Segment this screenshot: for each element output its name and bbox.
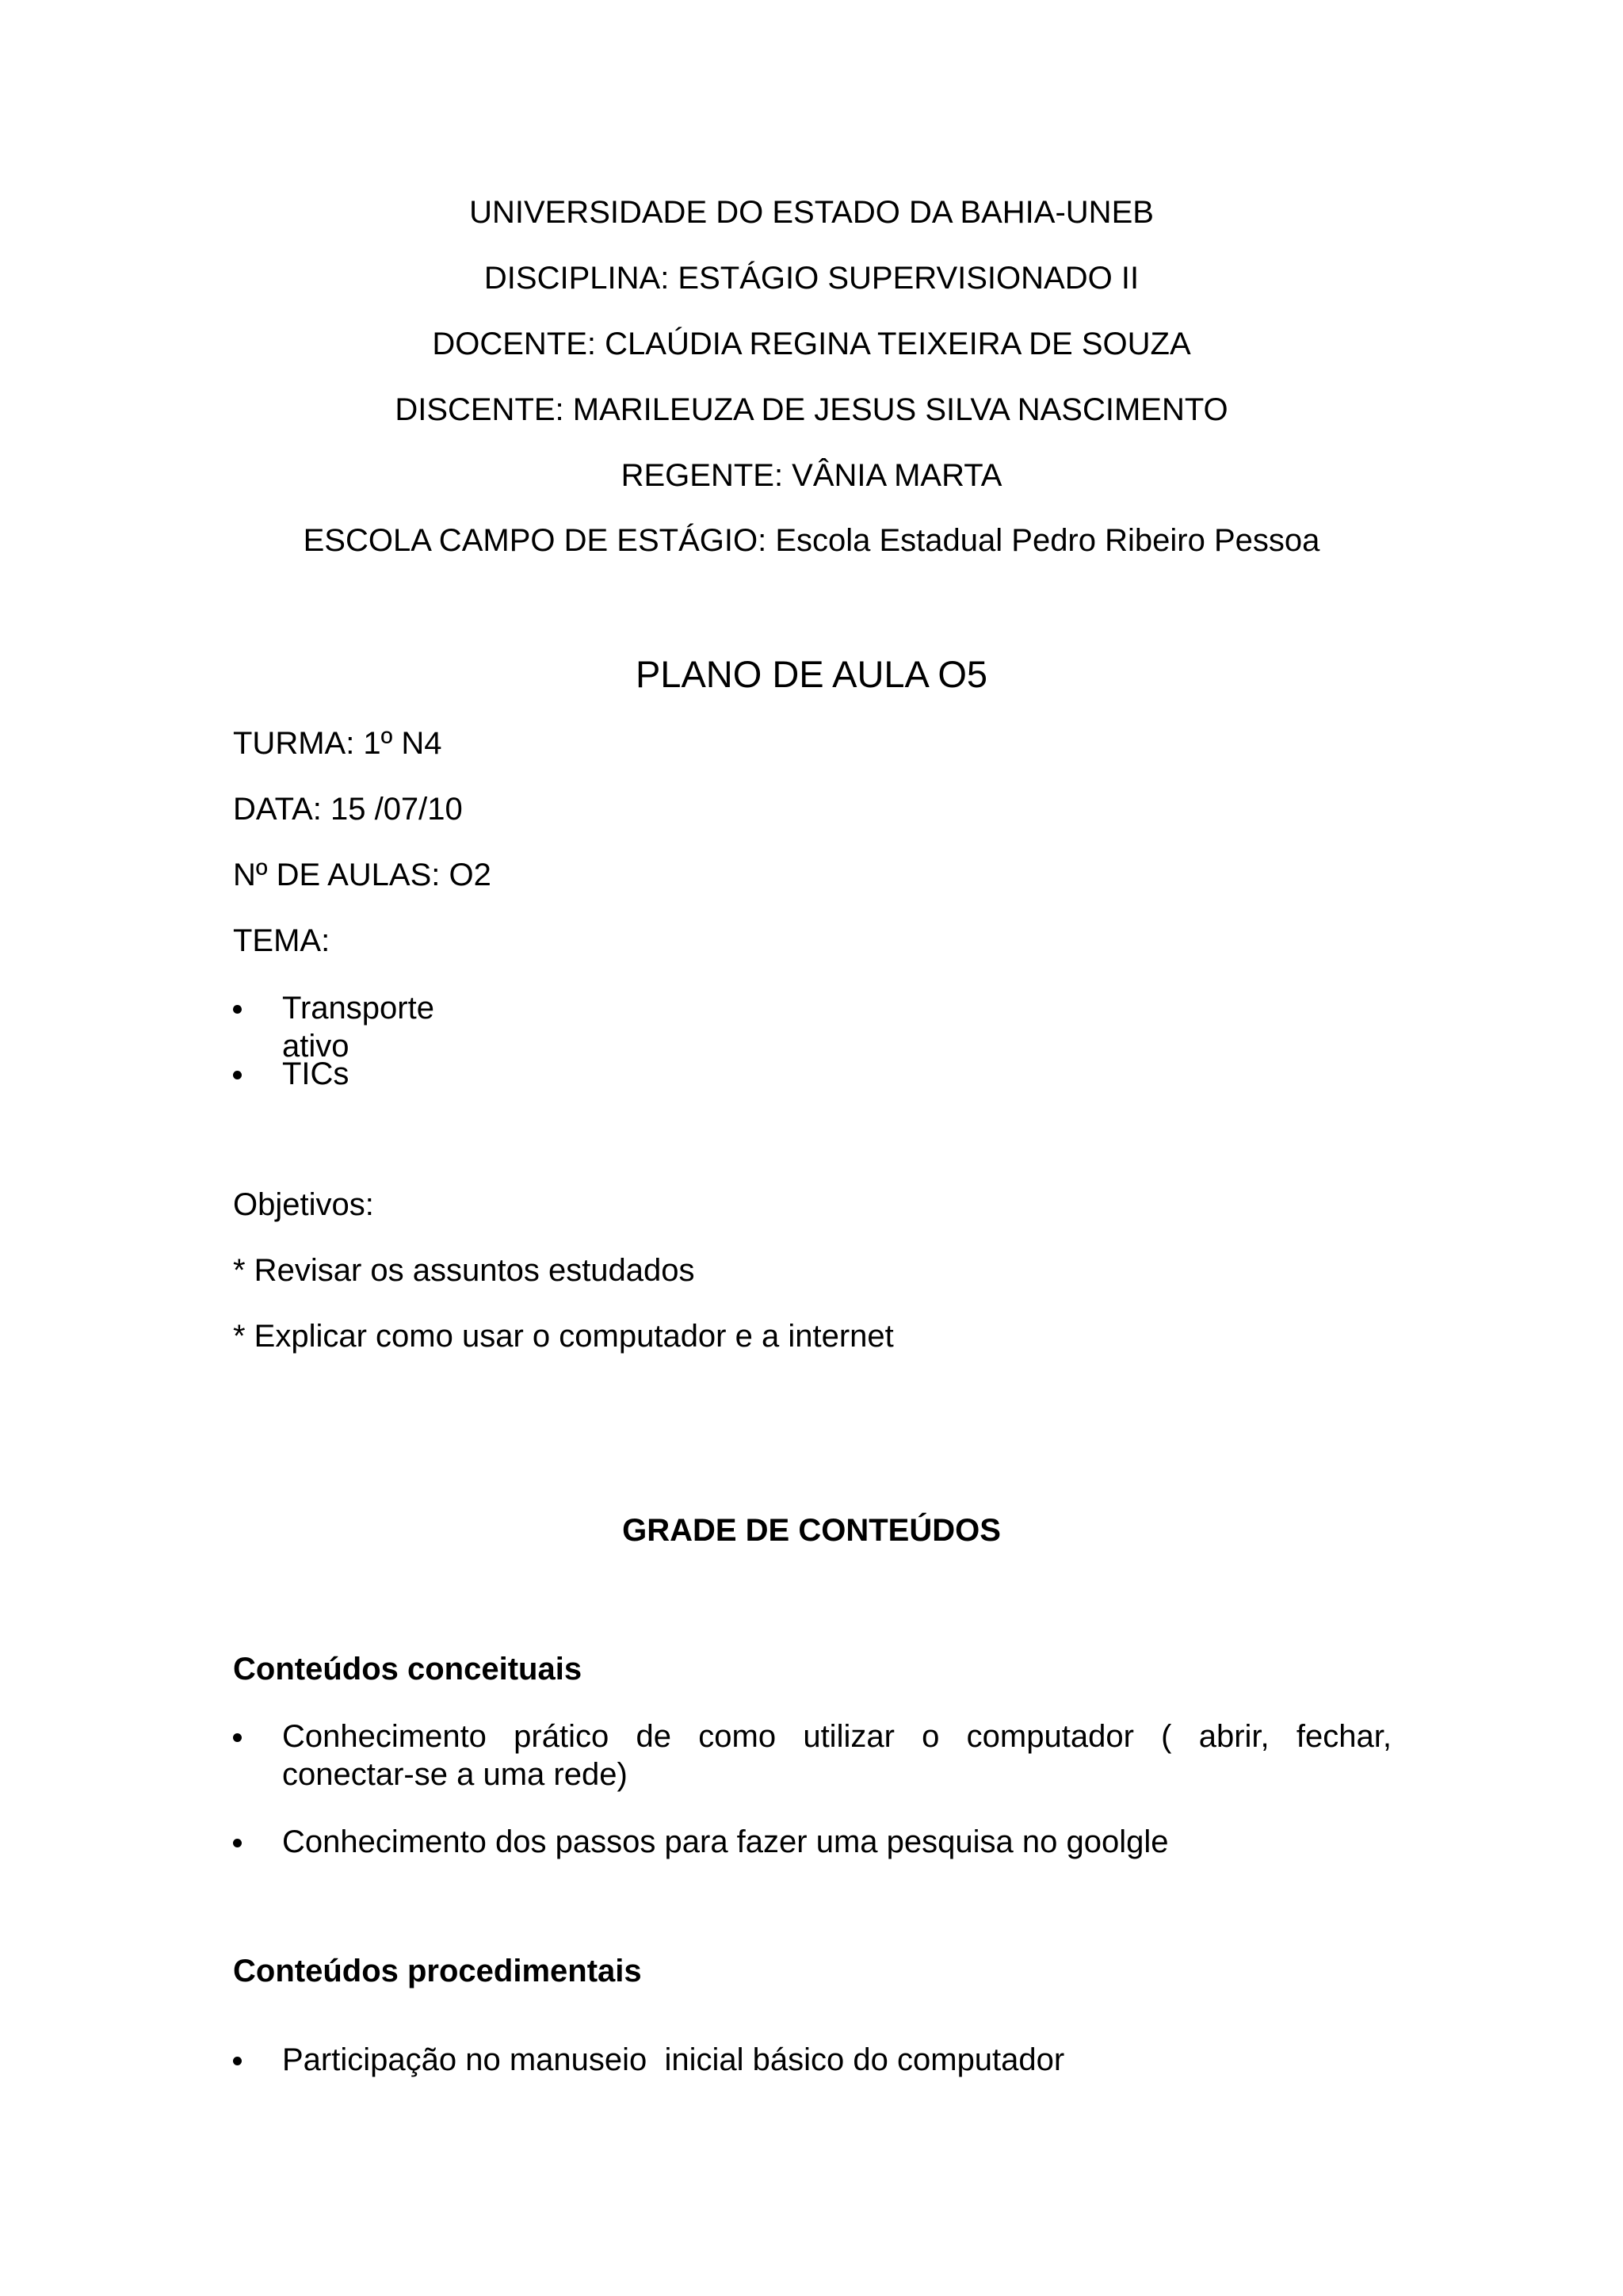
conceptual-item-text: Conhecimento dos passos para fazer uma pesquisa no goolgle xyxy=(282,1824,1169,1859)
student-line: DISCENTE: MARILEUZA DE JESUS SILVA NASCIMENTO xyxy=(395,392,1228,427)
school-line: ESCOLA CAMPO DE ESTÁGIO: Escola Estadual Pedro Ribeiro Pessoa xyxy=(303,523,1320,558)
university-name: UNIVERSIDADE DO ESTADO DA BAHIA-UNEB xyxy=(469,195,1154,230)
procedural-item-text: Participação no manuseio inicial básico do computador xyxy=(282,2042,1065,2077)
regent-line: REGENTE: VÂNIA MARTA xyxy=(621,458,1002,493)
procedural-heading: Conteúdos procedimentais xyxy=(233,1954,642,1988)
theme-item-text: Transporte ativo xyxy=(282,991,434,1064)
bullet-icon xyxy=(233,1005,242,1014)
class-line: TURMA: 1º N4 xyxy=(233,726,442,761)
bullet-icon xyxy=(233,1733,242,1742)
theme-label: TEMA: xyxy=(233,923,330,958)
discipline-line: DISCIPLINA: ESTÁGIO SUPERVISIONADO II xyxy=(483,261,1140,296)
teacher-line: DOCENTE: CLAÚDIA REGINA TEIXEIRA DE SOUZA xyxy=(432,327,1191,361)
objective-item: * Explicar como usar o computador e a internet xyxy=(233,1319,894,1354)
plan-title: PLANO DE AULA O5 xyxy=(635,653,988,695)
objectives-label: Objetivos: xyxy=(233,1187,374,1222)
conceptual-item-line-2: conectar-se a uma rede) xyxy=(282,1757,628,1792)
bullet-icon xyxy=(233,2057,242,2065)
lessons-line: Nº DE AULAS: O2 xyxy=(233,858,491,892)
date-line: DATA: 15 /07/10 xyxy=(233,792,463,827)
conceptual-heading: Conteúdos conceituais xyxy=(233,1652,582,1687)
conceptual-item-line-1: Conhecimento prático de como utilizar o computador ( abrir, fechar, xyxy=(282,1719,1392,1754)
bullet-icon xyxy=(233,1839,242,1847)
theme-item-text: TICs xyxy=(282,1056,349,1091)
objective-item: * Revisar os assuntos estudados xyxy=(233,1253,695,1288)
grid-title: GRADE DE CONTEÚDOS xyxy=(622,1513,1001,1548)
bullet-icon xyxy=(233,1071,242,1079)
conceptual-item xyxy=(233,1717,1392,1794)
